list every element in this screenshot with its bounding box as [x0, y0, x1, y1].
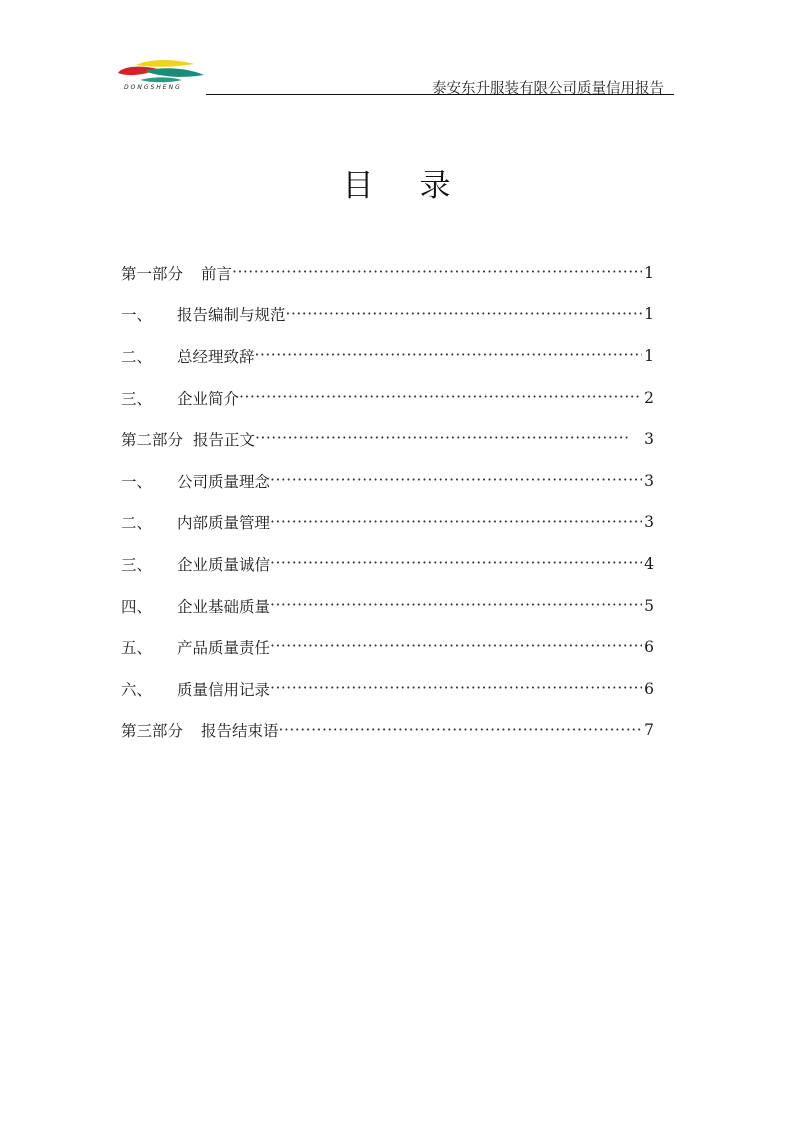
- toc-entry-label: 企业质量诚信: [177, 555, 271, 574]
- toc-entry[interactable]: [121, 377, 654, 419]
- company-logo-mark: [116, 56, 208, 98]
- toc-entry[interactable]: [121, 585, 654, 627]
- toc-section-number: 二、: [121, 347, 153, 366]
- toc-page-number: 7: [644, 721, 654, 740]
- toc-dot-leader: [255, 431, 630, 447]
- toc-page-number: 1: [644, 346, 654, 365]
- toc-dot-leader: [239, 390, 642, 406]
- toc-page-number: 3: [644, 430, 654, 449]
- toc-page-number: 1: [644, 305, 654, 324]
- toc-page-number: 6: [644, 679, 654, 698]
- toc-entry[interactable]: [121, 626, 654, 668]
- toc-entry-label: 企业基础质量: [177, 597, 271, 616]
- toc-entry[interactable]: [121, 252, 654, 294]
- toc-dot-leader: [232, 265, 642, 281]
- toc-entry-label: 公司质量理念: [177, 472, 271, 491]
- logo-wordmark: DONGSHENG: [124, 84, 182, 91]
- toc-dot-leader: [286, 307, 642, 323]
- company-logo: [116, 56, 208, 98]
- toc-dot-leader: [279, 723, 642, 739]
- toc-section-number: 五、: [121, 639, 153, 658]
- toc-section-number: 一、: [121, 306, 153, 325]
- toc-page-number: 5: [644, 596, 654, 615]
- toc-part-label: 第一部分: [121, 264, 184, 283]
- toc-page-number: 3: [644, 513, 654, 532]
- toc-part-label: 第三部分: [121, 722, 184, 741]
- toc-page-number: 3: [644, 471, 654, 490]
- toc-dot-leader: [270, 639, 642, 655]
- toc-entry[interactable]: [121, 502, 654, 544]
- toc-section-number: 三、: [121, 555, 153, 574]
- toc-entry-label: 产品质量责任: [177, 639, 271, 658]
- table-of-contents: [121, 252, 654, 751]
- toc-section-number: 四、: [121, 597, 153, 616]
- toc-page-number: 2: [644, 388, 654, 407]
- toc-entry-label: 报告编制与规范: [177, 306, 286, 325]
- toc-part-label: 第二部分: [121, 431, 184, 450]
- toc-section-number: 一、: [121, 472, 153, 491]
- toc-dot-leader: [270, 598, 642, 614]
- toc-entry-label: 企业简介: [177, 389, 240, 408]
- toc-dot-leader: [270, 515, 642, 531]
- toc-entry-label: 质量信用记录: [177, 680, 271, 699]
- toc-entry[interactable]: [121, 710, 654, 752]
- toc-entry[interactable]: [121, 460, 654, 502]
- toc-section-number: 二、: [121, 514, 153, 533]
- toc-section-number: 三、: [121, 389, 153, 408]
- toc-page-number: 4: [644, 554, 654, 573]
- toc-title: 目录: [342, 168, 497, 204]
- toc-entry-label: 前言: [201, 264, 233, 283]
- toc-entry[interactable]: [121, 668, 654, 710]
- toc-dot-leader: [255, 348, 642, 364]
- toc-dot-leader: [270, 473, 642, 489]
- toc-page-number: 6: [644, 638, 654, 657]
- toc-entry-label: 内部质量管理: [177, 514, 271, 533]
- toc-entry-label: 报告正文: [193, 431, 256, 450]
- toc-entry-label: 总经理致辞: [177, 347, 255, 366]
- page-header: [116, 56, 674, 98]
- toc-entry[interactable]: [121, 418, 654, 460]
- toc-entry-label: 报告结束语: [201, 722, 279, 741]
- toc-section-number: 六、: [121, 680, 153, 699]
- header-title: 泰安东升服装有限公司质量信用报告: [432, 81, 664, 97]
- toc-dot-leader: [270, 556, 642, 572]
- toc-dot-leader: [270, 681, 642, 697]
- toc-entry[interactable]: [121, 294, 654, 336]
- toc-entry[interactable]: [121, 543, 654, 585]
- toc-entry[interactable]: [121, 335, 654, 377]
- toc-page-number: 1: [644, 263, 654, 282]
